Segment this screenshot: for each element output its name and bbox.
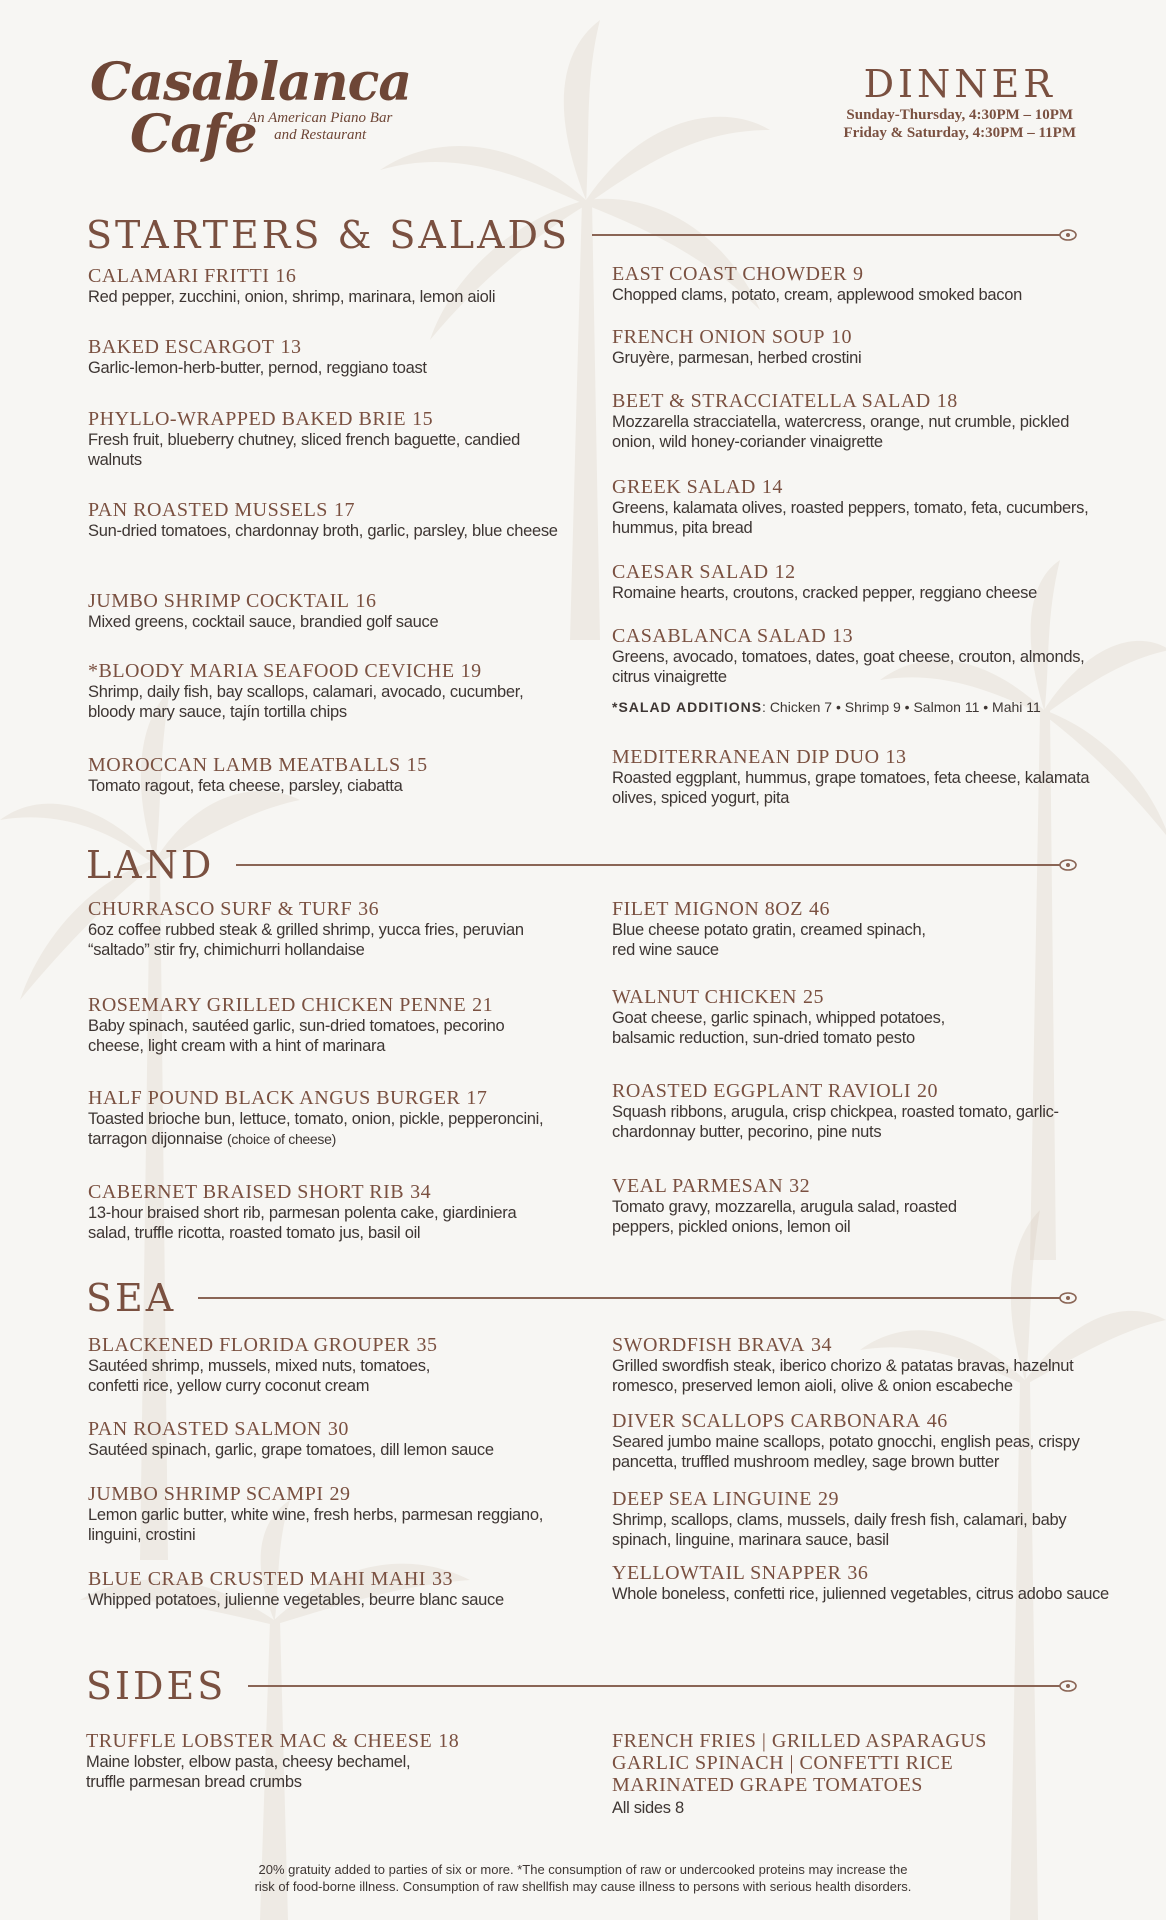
- menu-item: VEAL PARMESAN 32 Tomato gravy, mozzarella, arugula salad, roasted peppers, pickled onions, lemon oil: [612, 1175, 957, 1236]
- section-title: SEA: [86, 1276, 177, 1320]
- menu-item: TRUFFLE LOBSTER MAC & CHEESE 18 Maine lobster, elbow pasta, cheesy bechamel, truffle parmesan bread crumbs: [86, 1730, 460, 1791]
- menu-item: YELLOWTAIL SNAPPER 36 Whole boneless, confetti rice, julienned vegetables, citrus adobo sauce: [612, 1562, 1109, 1603]
- menu-item: PAN ROASTED MUSSELS 17 Sun-dried tomatoes, chardonnay broth, garlic, parsley, blue cheese: [88, 499, 558, 540]
- section-header-starters: [86, 213, 1078, 257]
- flourish-icon: [1038, 1291, 1078, 1305]
- logo-line-1: Casablanca: [90, 52, 412, 113]
- palm-tree-watermark: [60, 1500, 480, 1920]
- salad-additions: *SALAD ADDITIONS: Chicken 7 • Shrimp 9 • Salmon 11 • Mahi 11: [612, 699, 1041, 715]
- sides-line: GARLIC SPINACH | CONFETTI RICE: [612, 1752, 954, 1774]
- section-header-sea: [86, 1276, 1078, 1320]
- restaurant-logo: [90, 52, 412, 177]
- menu-item: FILET MIGNON 8OZ 46 Blue cheese potato gratin, creamed spinach, red wine sauce: [612, 898, 926, 959]
- menu-item: EAST COAST CHOWDER 9 Chopped clams, potato, cream, applewood smoked bacon: [612, 263, 1022, 304]
- menu-item: SWORDFISH BRAVA 34 Grilled swordfish steak, iberico chorizo & patatas bravas, hazelnut romesco, preserved lemon aioli, olive & onion escabeche: [612, 1334, 1074, 1395]
- menu-item: JUMBO SHRIMP SCAMPI 29 Lemon garlic butter, white wine, fresh herbs, parmesan reggiano, linguini, crostini: [88, 1483, 543, 1544]
- menu-item: BLACKENED FLORIDA GROUPER 35 Sautéed shrimp, mussels, mixed nuts, tomatoes, confetti rice, yellow curry coconut cream: [88, 1334, 438, 1395]
- section-divider: [248, 1685, 1040, 1687]
- menu-item: WALNUT CHICKEN 25 Goat cheese, garlic spinach, whipped potatoes, balsamic reduction, sun-dried tomato pesto: [612, 986, 945, 1047]
- hours-weekend: Friday & Saturday, 4:30PM – 11PM: [843, 125, 1076, 141]
- logo-tagline: An American Piano Bar and Restaurant: [248, 110, 393, 143]
- section-header-sides: [86, 1664, 1078, 1708]
- menu-item: *BLOODY MARIA SEAFOOD CEVICHE 19 Shrimp, daily fish, bay scallops, calamari, avocado, cucumber, bloody mary sauce, tajín tortilla chips: [88, 660, 524, 721]
- section-header-land: [86, 843, 1078, 887]
- menu-item: MEDITERRANEAN DIP DUO 13 Roasted eggplant, hummus, grape tomatoes, feta cheese, kalamata olives, spiced yogurt, pita: [612, 746, 1090, 807]
- menu-item: BAKED ESCARGOT 13 Garlic-lemon-herb-butter, pernod, reggiano toast: [88, 336, 427, 377]
- section-divider: [592, 234, 1040, 236]
- menu-item: BLUE CRAB CRUSTED MAHI MAHI 33 Whipped potatoes, julienne vegetables, beurre blanc sauce: [88, 1568, 504, 1609]
- sides-line: FRENCH FRIES | GRILLED ASPARAGUS: [612, 1730, 987, 1752]
- flourish-icon: [1038, 1679, 1078, 1693]
- flourish-icon: [1038, 228, 1078, 242]
- sides-line: MARINATED GRAPE TOMATOES: [612, 1774, 923, 1796]
- section-divider: [198, 1297, 1040, 1299]
- hours-weekday: Sunday-Thursday, 4:30PM – 10PM: [846, 107, 1074, 123]
- dinner-hours: [844, 62, 1077, 142]
- menu-item: ROSEMARY GRILLED CHICKEN PENNE 21 Baby spinach, sautéed garlic, sun-dried tomatoes, pecorino cheese, light cream with a hint of marinara: [88, 994, 505, 1055]
- section-title: SIDES: [86, 1664, 227, 1708]
- menu-item: DEEP SEA LINGUINE 29 Shrimp, scallops, clams, mussels, daily fresh fish, calamari, baby spinach, linguine, marinara sauce, basil: [612, 1488, 1067, 1549]
- menu-item: CALAMARI FRITTI 16 Red pepper, zucchini, onion, shrimp, marinara, lemon aioli: [88, 265, 496, 306]
- menu-item: ROASTED EGGPLANT RAVIOLI 20 Squash ribbons, arugula, crisp chickpea, roasted tomato, garlic-chardonnay butter, pecorino, pine nuts: [612, 1080, 1059, 1141]
- menu-item: JUMBO SHRIMP COCKTAIL 16 Mixed greens, cocktail sauce, brandied golf sauce: [88, 590, 439, 631]
- menu-item: MOROCCAN LAMB MEATBALLS 15 Tomato ragout, feta cheese, parsley, ciabatta: [88, 754, 428, 795]
- logo-line-2: Cafe: [130, 104, 257, 165]
- menu-item: CABERNET BRAISED SHORT RIB 34 13-hour braised short rib, parmesan polenta cake, giardiniera salad, truffle ricotta, roasted tomato jus, basil oil: [88, 1181, 517, 1242]
- section-title: LAND: [86, 843, 215, 887]
- menu-item: CASABLANCA SALAD 13 Greens, avocado, tomatoes, dates, goat cheese, crouton, almonds, citrus vinaigrette: [612, 625, 1085, 686]
- footer-disclaimer: 20% gratuity added to parties of six or more. *The consumption of raw or undercooked proteins may increase the risk of food-borne illness. Consumption of raw shellfish may cause illness to persons with serious health disorders.: [254, 1862, 912, 1894]
- sides-price: All sides 8: [612, 1799, 684, 1817]
- section-title: STARTERS & SALADS: [86, 213, 571, 257]
- menu-item: FRENCH ONION SOUP 10 Gruyère, parmesan, herbed crostini: [612, 326, 862, 367]
- menu-item: PHYLLO-WRAPPED BAKED BRIE 15 Fresh fruit, blueberry chutney, sliced french baguette, candied walnuts: [88, 408, 521, 469]
- sides-list: [612, 1730, 1082, 1818]
- menu-title: DINNER: [863, 62, 1056, 106]
- menu-item: DIVER SCALLOPS CARBONARA 46 Seared jumbo maine scallops, potato gnocchi, english peas, crispy pancetta, truffled mushroom medley, sage brown butter: [612, 1410, 1080, 1471]
- menu-item: PAN ROASTED SALMON 30 Sautéed spinach, garlic, grape tomatoes, dill lemon sauce: [88, 1418, 494, 1459]
- menu-item: CAESAR SALAD 12 Romaine hearts, croutons, cracked pepper, reggiano cheese: [612, 561, 1038, 602]
- menu-item: CHURRASCO SURF & TURF 36 6oz coffee rubbed steak & grilled shrimp, yucca fries, peruvian “saltado” stir fry, chimichurri hollandaise: [88, 898, 524, 959]
- menu-item: BEET & STRACCIATELLA SALAD 18 Mozzarella stracciatella, watercress, orange, nut crumble, pickled onion, wild honey-coriander vinaigrette: [612, 390, 1070, 451]
- section-divider: [236, 864, 1040, 866]
- menu-item: HALF POUND BLACK ANGUS BURGER 17 Toasted brioche bun, lettuce, tomato, onion, pickle, pepperoncini, tarragon dijonnaise (choice of cheese): [88, 1087, 544, 1148]
- flourish-icon: [1038, 858, 1078, 872]
- menu-item: GREEK SALAD 14 Greens, kalamata olives, roasted peppers, tomato, feta, cucumbers, hummus, pita bread: [612, 476, 1089, 537]
